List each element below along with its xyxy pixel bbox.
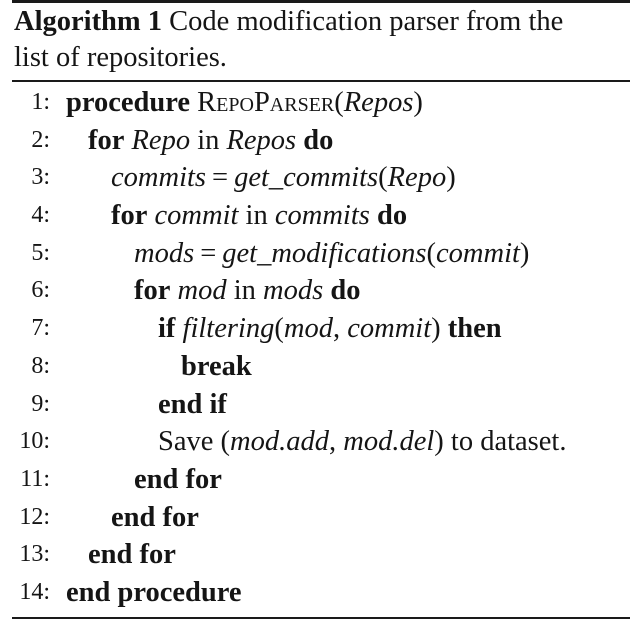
variable: commit [154, 200, 239, 232]
variable: Repo [131, 124, 191, 156]
keyword: do [303, 124, 334, 156]
algorithm-line-14 [0, 574, 640, 612]
top-rule [12, 0, 630, 3]
keyword: break [181, 350, 252, 382]
line-number: 11: [20, 465, 50, 492]
function-name: get_commits [234, 162, 379, 194]
argument: mod.add [230, 426, 329, 458]
algorithm-caption [14, 4, 634, 76]
function-name: get_modifications [222, 237, 427, 269]
keyword: then [447, 313, 502, 345]
keyword: end if [158, 388, 227, 420]
in-word: in [245, 200, 268, 232]
paren-open: ( [334, 87, 344, 118]
paren-close: ) [413, 87, 423, 118]
keyword: do [376, 200, 408, 232]
algorithm-line-2 [0, 122, 640, 160]
algorithm-line-12 [0, 499, 640, 537]
paren-open: ( [274, 313, 284, 345]
keyword: end procedure [66, 576, 242, 608]
line-number: 13: [19, 541, 50, 568]
caption-text-line2: list of repositories. [14, 42, 227, 73]
paren-close: ) [519, 237, 530, 269]
paren-close: ) [434, 426, 444, 458]
line-number: 9: [31, 390, 50, 417]
paren-close: ) [431, 313, 441, 345]
keyword: procedure [66, 87, 191, 118]
algorithm-line-1 [0, 84, 640, 122]
argument: Repo [387, 162, 447, 194]
procedure-name: RepoParser [197, 87, 335, 118]
save-word: Save [158, 426, 214, 458]
argument: mod.del [343, 426, 435, 458]
bottom-rule [12, 617, 630, 619]
function-name: filtering [182, 313, 275, 345]
in-word: in [197, 124, 220, 156]
line-code [66, 197, 407, 235]
keyword: for [88, 124, 125, 156]
line-number: 3: [31, 164, 50, 191]
algorithm-line-9 [0, 386, 640, 424]
keyword: if [158, 313, 176, 345]
line-number: 2: [31, 126, 50, 153]
caption-rule [12, 80, 630, 82]
argument: mod [283, 313, 333, 345]
line-number: 5: [31, 239, 50, 266]
paren-open: ( [426, 237, 436, 269]
collection: Repos [226, 124, 297, 156]
line-number: 12: [19, 503, 50, 530]
algorithm-line-7 [0, 310, 640, 348]
argument: commit [347, 313, 432, 345]
line-code [66, 310, 502, 348]
line-code [66, 122, 333, 160]
paren-close: ) [446, 162, 456, 194]
algorithm-line-11 [0, 461, 640, 499]
algorithm-line-8 [0, 348, 640, 386]
algorithm-line-6 [0, 272, 640, 310]
paren-open: ( [378, 162, 388, 194]
variable: mod [177, 275, 227, 307]
line-number: 10: [19, 428, 50, 455]
keyword: end for [88, 539, 176, 571]
algorithm-line-4 [0, 197, 640, 235]
line-number: 14: [19, 578, 50, 605]
collection: mods [263, 275, 324, 307]
paren-open: ( [220, 426, 231, 458]
line-code [66, 84, 423, 122]
algorithm-line-3 [0, 159, 640, 197]
line-number: 6: [31, 277, 50, 304]
line-code [66, 348, 252, 386]
keyword: for [134, 275, 171, 307]
line-number: 4: [31, 202, 50, 229]
assign-target: mods [134, 237, 195, 269]
line-code [66, 499, 199, 537]
argument: Repos [343, 87, 414, 118]
line-code [66, 461, 222, 499]
algorithm-line-5 [0, 235, 640, 273]
line-code [66, 159, 456, 197]
keyword: end for [111, 501, 199, 533]
algorithm-line-10 [0, 423, 640, 461]
line-code [66, 423, 566, 461]
line-code [66, 235, 529, 273]
argument: commit [436, 237, 520, 269]
line-code [66, 536, 176, 574]
comma: , [329, 426, 337, 458]
line-code [66, 272, 360, 310]
equals-sign: = [200, 237, 217, 269]
collection: commits [274, 200, 370, 232]
assign-target: commits [111, 162, 206, 194]
caption-text-line1: Code modification parser from the [169, 6, 564, 37]
save-target: to dataset. [450, 426, 567, 458]
algorithm-label: Algorithm 1 [14, 6, 163, 37]
keyword: end for [134, 463, 222, 495]
keyword: do [330, 275, 361, 307]
line-code [66, 574, 242, 612]
algorithm-line-13 [0, 536, 640, 574]
comma: , [332, 313, 341, 345]
equals-sign: = [212, 162, 229, 194]
line-number: 7: [31, 315, 50, 342]
in-word: in [233, 275, 256, 307]
line-number: 1: [31, 89, 50, 115]
algorithm-body [0, 84, 640, 612]
keyword: for [111, 200, 148, 232]
line-number: 8: [31, 352, 50, 379]
line-code [66, 386, 227, 424]
